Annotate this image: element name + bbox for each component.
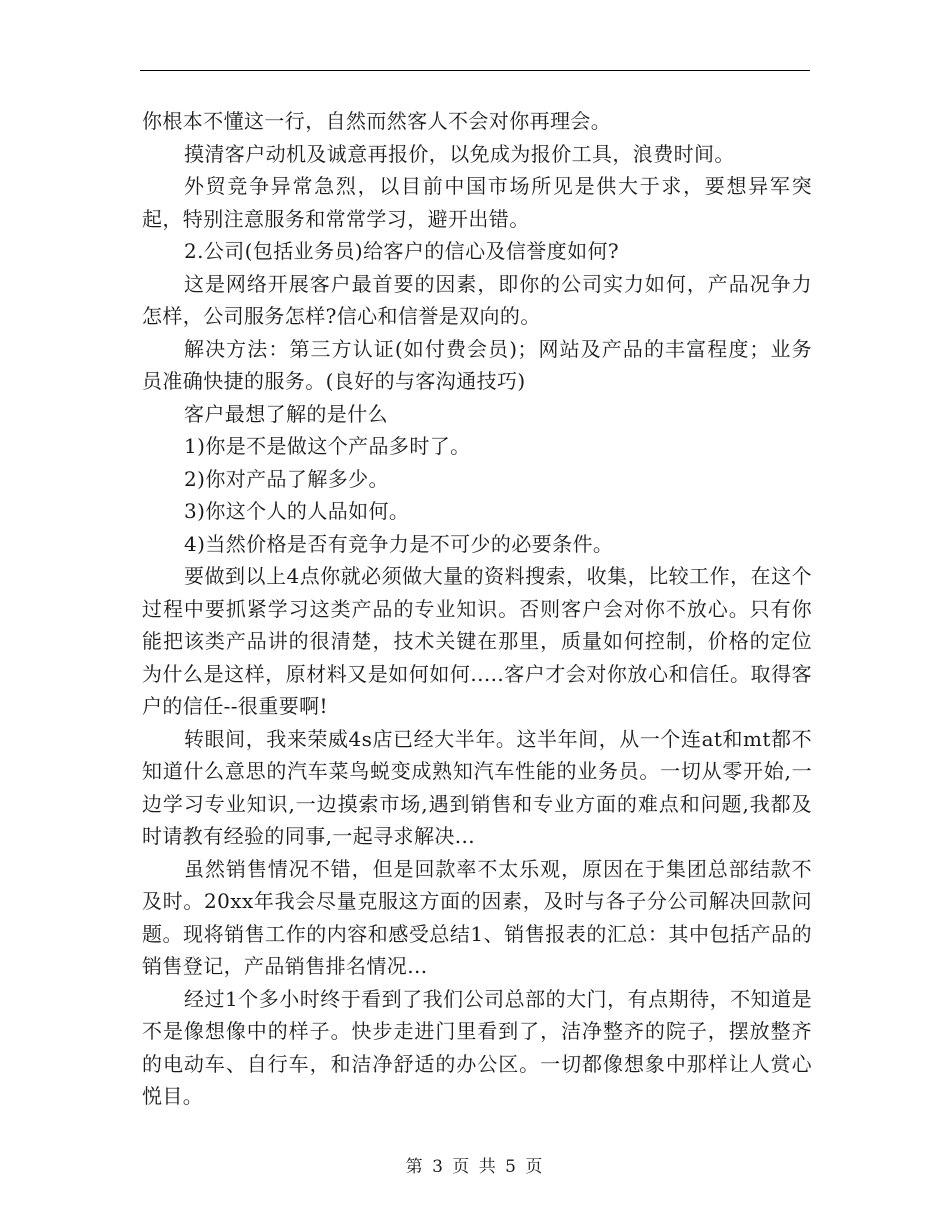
list-item: 2)你对产品了解多少。 — [184, 466, 389, 491]
paragraph: 你根本不懂这一行，自然而然客人不会对你再理会。 — [142, 109, 612, 133]
list-item: 1)你是不是做这个产品多时了。 — [184, 434, 471, 458]
paragraph: 经过1个多小时终于看到了我们公司总部的大门，有点期待，不知道是不是像想像中的样子。快步走进门里看到了，洁净整齐的院子，摆放整齐的电动车、自行车，和洁净舒适的办公区。一切都像想象中那样让人赏心悦目。 — [142, 986, 812, 1108]
paragraph: 客户最想了解的是什么 — [184, 401, 388, 426]
paragraph: 这是网络开展客户最首要的因素，即你的公司实力如何，产品况争力怎样，公司服务怎样?信心和信誉是双向的。 — [142, 271, 812, 328]
body-text — [142, 105, 812, 1113]
paragraph: 虽然销售情况不错，但是回款率不太乐观，原因在于集团总部结款不及时。20xx年我会尽量克服这方面的因素，及时与各子分公司解决回款问题。现将销售工作的内容和感受总结1、销售报表的汇总：其中包括产品的销售登记，产品销售排名情况... — [142, 856, 812, 978]
paragraph: 转眼间，我来荣威4s店已经大半年。这半年间，从一个连at和mt都不知道什么意思的汽车菜鸟蜕变成熟知汽车性能的业务员。一切从零开始,一边学习专业知识,一边摸索市场,遇到销售和专业方面的难点和问题,我都及时请教有经验的同事,一起寻求解决... — [142, 726, 812, 848]
list-item: 4)当然价格是否有竞争力是不可少的必要条件。 — [184, 531, 614, 556]
paragraph: 解决方法：第三方认证(如付费会员)；网站及产品的丰富程度；业务员准确快捷的服务。(良好的与客沟通技巧) — [142, 336, 812, 393]
list-item: 3)你这个人的人品如何。 — [184, 499, 410, 523]
paragraph: 2.公司(包括业务员)给客户的信心及信誉度如何? — [184, 239, 620, 263]
paragraph: 摸清客户动机及诚意再报价，以免成为报价工具，浪费时间。 — [184, 141, 735, 166]
page-number: 第 3 页 共 5 页 — [405, 1157, 545, 1177]
paragraph: 要做到以上4点你就必须做大量的资料搜索，收集，比较工作，在这个过程中要抓紧学习这类产品的专业知识。否则客户会对你不放心。只有你能把该类产品讲的很清楚，技术关键在那里，质量如何控制，价格的定位为什么是这样，原材料又是如何如何.....客户才会对你放心和信任。取得客户的信任--很重要啊! — [142, 564, 812, 718]
header-rule — [140, 70, 810, 71]
paragraph: 外贸竞争异常急烈，以目前中国市场所见是供大于求，要想异军突起，特别注意服务和常常学习，避开出错。 — [142, 174, 812, 231]
